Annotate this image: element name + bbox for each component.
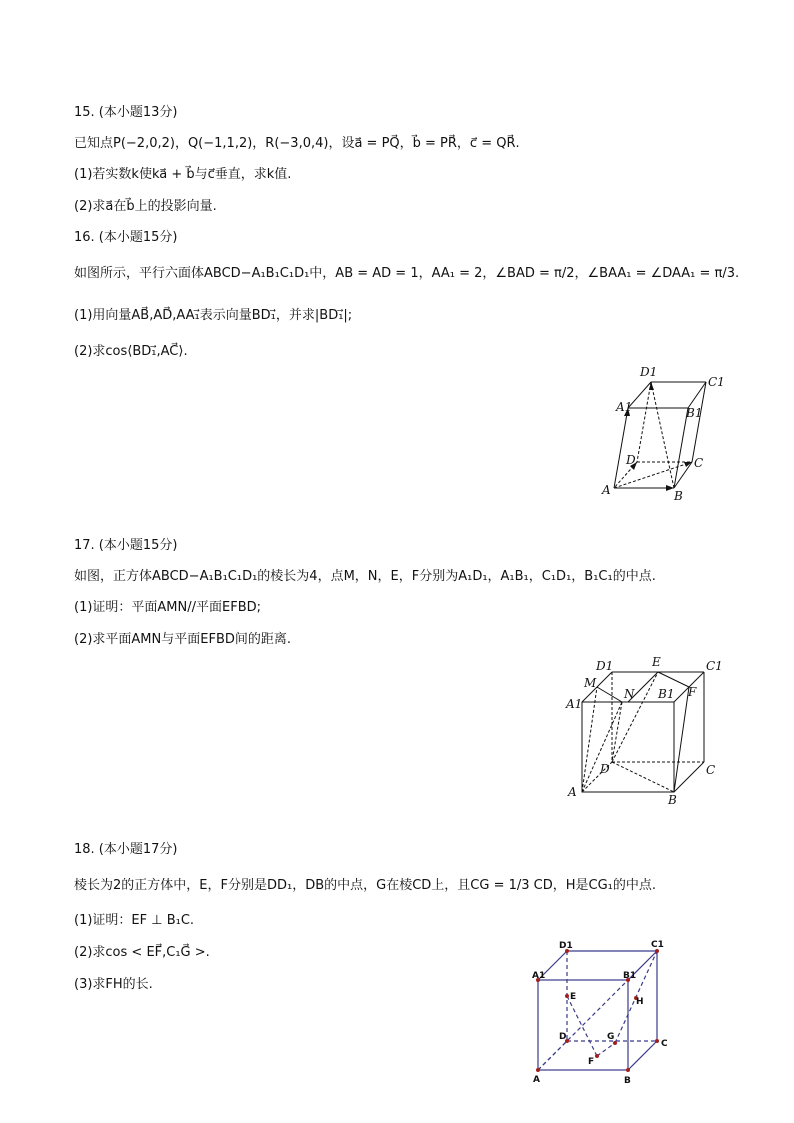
label-D1: D1 [559, 941, 573, 951]
label-B1: B1 [686, 406, 703, 420]
label-N: N [624, 687, 635, 701]
label-D: D [600, 762, 610, 776]
label-A1: A1 [566, 697, 583, 711]
label-A1: A1 [532, 971, 546, 981]
q16-part2: (2)求cos⟨BD₁⃗,AC⃗⟩. [74, 344, 188, 359]
label-C1: C1 [706, 659, 723, 673]
q16-heading: 16. (本小题15分) [74, 230, 178, 245]
q17-statement: 如图，正方体ABCD−A₁B₁C₁D₁的棱长为4，点M，N，E，F分别为A₁D₁，A₁B₁，C₁D₁，B₁C₁的中点. [74, 569, 656, 584]
label-B: B [674, 489, 683, 503]
label-C1: C1 [708, 375, 725, 389]
q16-parallelepiped-figure [600, 360, 730, 505]
label-G: G [607, 1032, 615, 1042]
label-D1: D1 [596, 659, 614, 673]
q17-part2: (2)求平面AMN与平面EFBD间的距离. [74, 632, 292, 647]
q16-part1: (1)用向量AB⃗,AD⃗,AA₁⃗表示向量BD₁⃗，并求|BD₁⃗|; [74, 308, 353, 323]
q18-statement: 棱长为2的正方体中，E，F分别是DD₁，DB的中点，G在棱CD上，且CG = 1/3 CD，H是CG₁的中点. [74, 878, 657, 893]
label-C: C [706, 763, 716, 777]
label-F: F [688, 685, 697, 699]
label-D: D [626, 453, 636, 467]
label-E: E [652, 655, 661, 669]
q17-heading: 17. (本小题15分) [74, 538, 178, 553]
label-M: M [584, 676, 597, 690]
q18-part1: (1)证明：EF ⊥ B₁C. [74, 913, 195, 928]
q18-cube-figure [525, 938, 675, 1088]
q15-part1: (1)若实数k使ka⃗ + b⃗与c⃗垂直，求k值. [74, 167, 292, 182]
q18-heading: 18. (本小题17分) [74, 842, 178, 857]
label-B: B [624, 1076, 631, 1086]
label-A: A [533, 1075, 540, 1085]
label-F: F [588, 1057, 595, 1067]
label-D: D [559, 1032, 567, 1042]
label-A: A [602, 483, 611, 497]
q18-part3: (3)求FH的长. [74, 977, 153, 992]
q16-statement: 如图所示，平行六面体ABCD−A₁B₁C₁D₁中，AB = AD = 1，AA₁ = 2，∠BAD = π/2，∠BAA₁ = ∠DAA₁ = π/3. [74, 266, 740, 281]
q17-cube-figure [560, 652, 730, 812]
label-B1: B1 [623, 971, 637, 981]
q15-statement: 已知点P(−2,0,2)，Q(−1,1,2)，R(−3,0,4)，设a⃗ = PQ⃗，b⃗ = PR⃗，c⃗ = QR⃗. [74, 136, 520, 151]
label-E: E [570, 992, 577, 1002]
q15-part2: (2)求a⃗在b⃗上的投影向量. [74, 199, 217, 214]
q18-part2: (2)求cos < EF⃗,C₁G⃗ >. [74, 945, 210, 960]
label-D1: D1 [640, 365, 658, 379]
label-B: B [668, 793, 677, 807]
label-C1: C1 [651, 940, 664, 950]
label-C: C [661, 1039, 668, 1049]
label-A: A [568, 785, 577, 799]
label-H: H [636, 997, 644, 1007]
label-A1: A1 [616, 400, 633, 414]
q15-heading: 15. (本小题13分) [74, 105, 178, 120]
label-C: C [694, 456, 704, 470]
q17-part1: (1)证明：平面AMN//平面EFBD; [74, 600, 262, 615]
label-B1: B1 [658, 687, 675, 701]
